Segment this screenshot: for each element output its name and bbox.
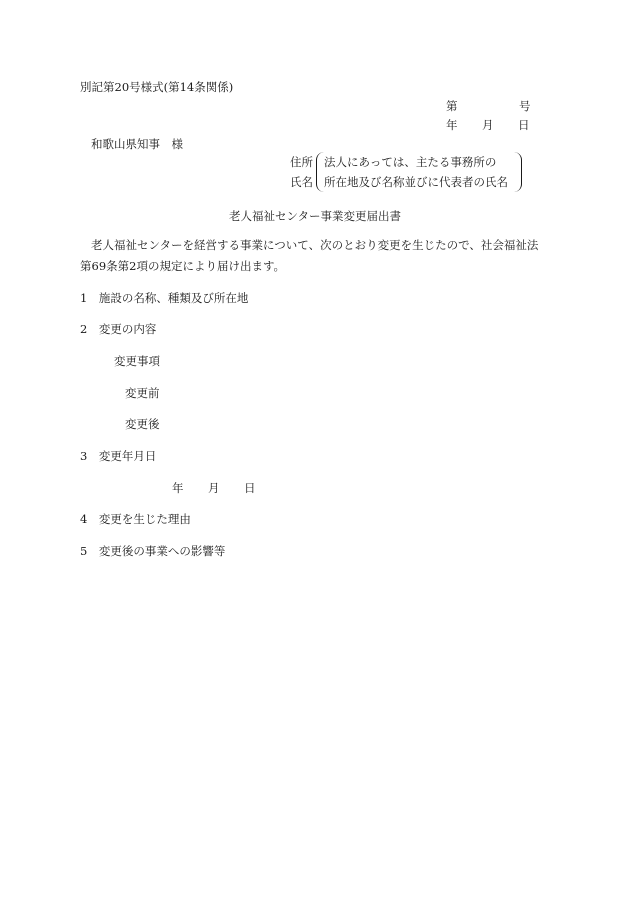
date-year-label: 年 [446, 118, 458, 132]
document-title: 老人福祉センター事業変更届出書 [229, 209, 402, 223]
name-label: 氏名 [290, 175, 313, 189]
after-change-label: 変更後 [125, 417, 160, 431]
address-label: 住所 [290, 155, 313, 169]
item-1-facility: 1 施設の名称、種類及び所在地 [80, 291, 249, 305]
applicant-note-line2: 所在地及び名称並びに代表者の氏名 [324, 175, 508, 189]
doc-number-suffix: 号 [519, 99, 531, 113]
item-4-reason: 4 変更を生じた理由 [80, 512, 191, 526]
change-items-label: 変更事項 [114, 354, 160, 368]
change-month-label: 月 [208, 481, 220, 495]
change-year-label: 年 [172, 481, 184, 495]
change-day-label: 日 [244, 481, 256, 495]
body-line1: 老人福祉センターを経営する事業について、次のとおり変更を生じたので、社会福祉法 [91, 238, 539, 252]
item-5-impact: 5 変更後の事業への影響等 [80, 544, 226, 558]
item-3-change-date: 3 変更年月日 [80, 449, 157, 463]
body-line2: 第69条第2項の規定により届け出ます。 [80, 259, 286, 273]
doc-number-prefix: 第 [446, 99, 458, 113]
date-month-label: 月 [482, 118, 494, 132]
before-change-label: 変更前 [125, 386, 160, 400]
form-number: 別記第20号様式(第14条関係) [80, 80, 234, 94]
applicant-note-line1: 法人にあっては、主たる事務所の [324, 155, 497, 169]
item-2-change-content: 2 変更の内容 [80, 322, 157, 336]
addressee: 和歌山県知事 様 [91, 137, 183, 151]
date-day-label: 日 [518, 118, 530, 132]
